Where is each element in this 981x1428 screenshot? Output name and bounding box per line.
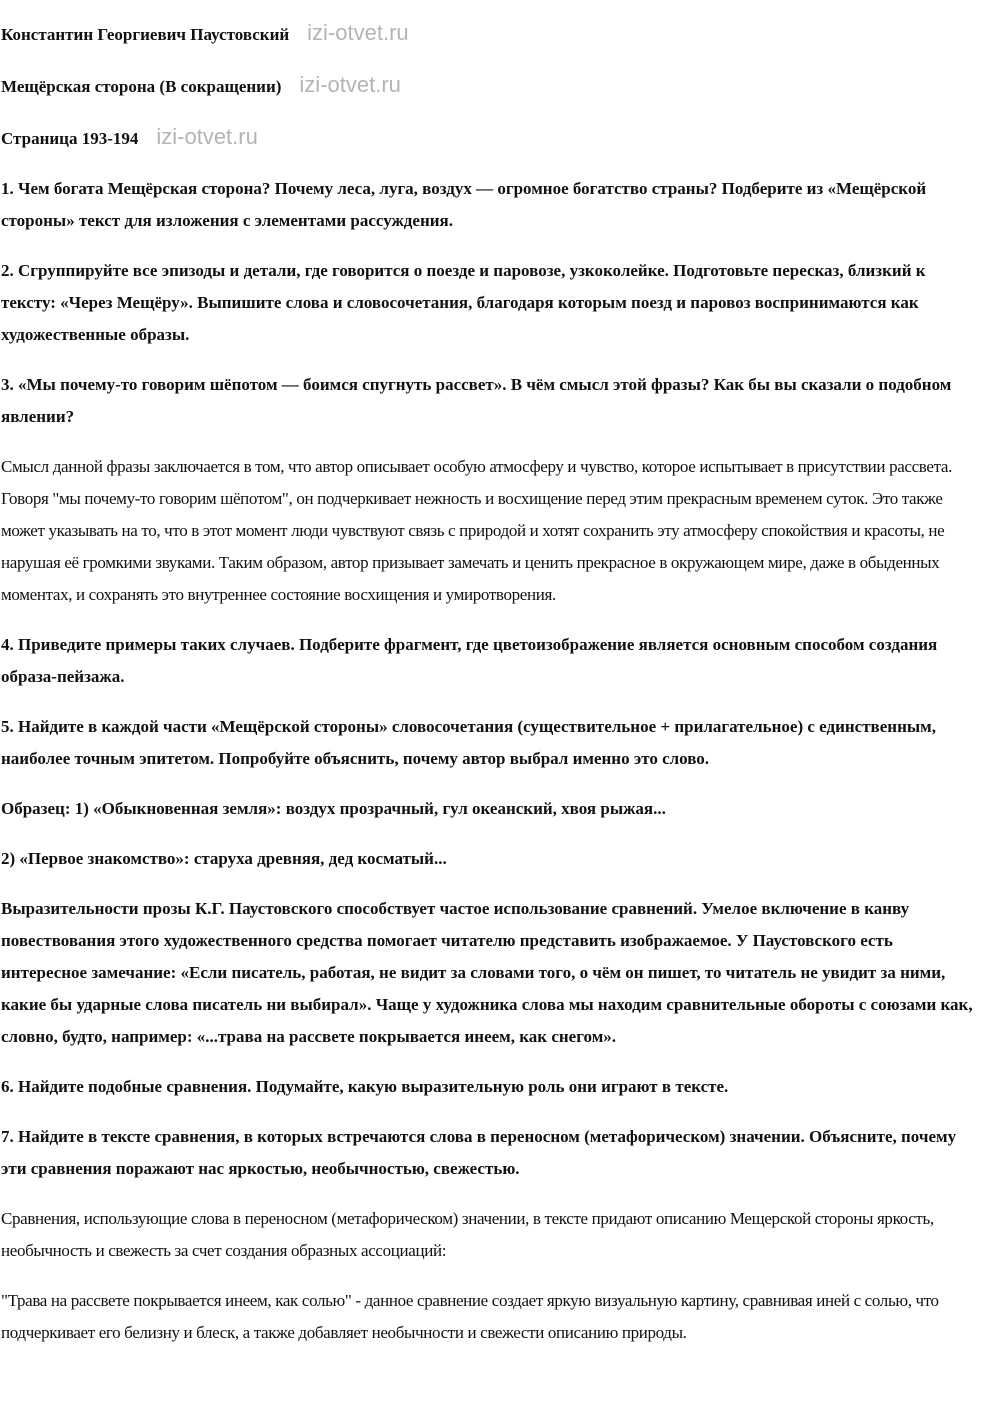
question-paragraph: Образец: 1) «Обыкновенная земля»: воздух прозрачный, гул океанский, хвоя рыжая... — [1, 799, 666, 818]
watermark: izi-otvet.ru — [156, 124, 258, 149]
question-paragraph: 4. Приведите примеры таких случаев. Подберите фрагмент, где цветоизображение является основным способом создания образа-пейзажа. — [1, 635, 938, 686]
answer-paragraph: Смысл данной фразы заключается в том, что автор описывает особую атмосферу и чувство, которое испытывает в присутствии рассвета. Говоря "мы почему-то говорим шёпотом", он подчеркивает нежность и восхищение перед этим прекрасным временем суток. Это также может указывать на то, что в этот момент люди чувствуют связь с природой и хотят сохранить эту атмосферу спокойствия и красоты, не нарушая её громкими звуками. Таким образом, автор призывает замечать и ценить прекрасное в окружающем мире, даже в обыденных моментах, и сохранять это внутреннее состояние восхищения и умиротворения. — [1, 457, 952, 604]
question-paragraph: 6. Найдите подобные сравнения. Подумайте, какую выразительную роль они играют в тексте. — [1, 1077, 729, 1096]
question-paragraph: Выразительности прозы К.Г. Паустовского способствует частое использование сравнений. Умелое включение в канву повествования этого художественного средства помогает читателю представить изображаемое. У Паустовского есть интересное замечание: «Если писатель, работая, не видит за словами того, о чём он пишет, то читатель не увидит за ними, какие бы ударные слова писатель ни выбирал». Чаще у художника слова мы находим сравнительные обороты с союзами как, словно, будто, например: «...трава на рассвете покрывается инеем, как снегом». — [1, 899, 973, 1046]
answer-paragraph: Сравнения, использующие слова в переносном (метафорическом) значении, в тексте придают описанию Мещерской стороны яркость, необычность и свежесть за счет создания образных ассоциаций: — [1, 1209, 934, 1260]
heading-row — [1, 69, 975, 103]
heading-row — [1, 17, 975, 51]
question-paragraph: 5. Найдите в каждой части «Мещёрской стороны» словосочетания (существительное + прилагательное) с единственным, наиболее точным эпитетом. Попробуйте объяснить, почему автор выбрал именно это слово. — [1, 717, 936, 768]
heading-row — [1, 121, 975, 155]
answer-paragraph: "Трава на рассвете покрывается инеем, как солью" - данное сравнение создает яркую визуальную картину, сравнивая иней с солью, что подчеркивает его белизну и блеск, а также добавляет необычности и свежести описанию природы. — [1, 1291, 939, 1342]
question-paragraph: 2) «Первое знакомство»: старуха древняя, дед косматый... — [1, 849, 447, 868]
question-paragraph: 3. «Мы почему-то говорим шёпотом — боимся спугнуть рассвет». В чём смысл этой фразы? Как бы вы сказали о подобном явлении? — [1, 375, 952, 426]
question-paragraph: Страница 193-194 — [1, 129, 139, 148]
watermark: izi-otvet.ru — [307, 20, 409, 45]
question-paragraph: 7. Найдите в тексте сравнения, в которых встречаются слова в переносном (метафорическом) значении. Объясните, почему эти сравнения поражают нас яркостью, необычностью, свежестью. — [1, 1127, 957, 1178]
question-paragraph: 1. Чем богата Мещёрская сторона? Почему леса, луга, воздух — огромное богатство страны? Подберите из «Мещёрской стороны» текст для изложения с элементами рассуждения. — [1, 179, 927, 230]
watermark: izi-otvet.ru — [299, 72, 401, 97]
question-paragraph: Константин Георгиевич Паустовский — [1, 25, 290, 44]
question-paragraph: 2. Сгруппируйте все эпизоды и детали, где говорится о поезде и паровозе, узкоколейке. Подготовьте пересказ, близкий к тексту: «Через Мещёру». Выпишите слова и словосочетания, благодаря которым поезд и паровоз воспринимаются как художественные образы. — [1, 261, 926, 344]
question-paragraph: Мещёрская сторона (В сокращении) — [1, 77, 282, 96]
